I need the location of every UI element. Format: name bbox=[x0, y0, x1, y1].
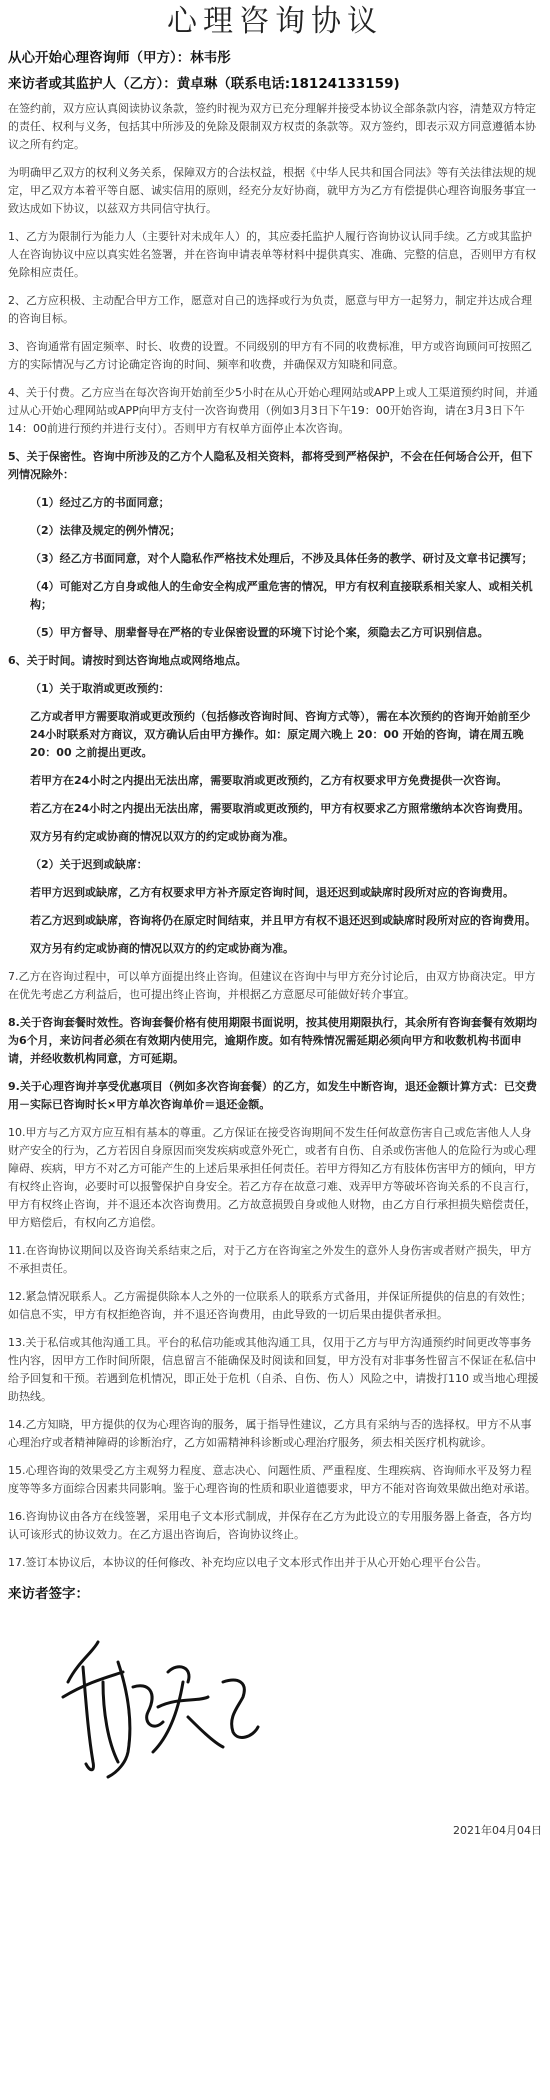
clause-12: 12.紧急情况联系人。乙方需提供除本人之外的一位联系人的联系方式备用，并保证所提供的信息的有效性；如信息不实，甲方有权拒绝咨询，并不退还咨询费用，由此导致的一切后果由提供者承担。 bbox=[8, 1290, 532, 1321]
clause-17: 17.签订本协议后，本协议的任何修改、补充均应以电子文本形式作出并于从心开始心理平台公告。 bbox=[8, 1556, 488, 1569]
page-title: 心理咨询协议 bbox=[167, 4, 383, 39]
clause-6-heading: 6、关于时间。请按时到达咨询地点或网络地点。 bbox=[8, 654, 247, 667]
clause-5-item: （1）经过乙方的书面同意； bbox=[30, 496, 170, 509]
clause-5-item: （4）可能对乙方自身或他人的生命安全构成严重危害的情况，甲方有权利直接联系相关家人、或相关机构； bbox=[30, 580, 533, 611]
clause-6-text: 双方另有约定或协商的情况以双方的约定或协商为准。 bbox=[30, 830, 294, 843]
handwritten-signature bbox=[48, 1622, 268, 1792]
clause-6-text: 若乙方在24小时之内提出无法出席，需要取消或更改预约，甲方有权要求乙方照常缴纳本次咨询费用。 bbox=[30, 802, 530, 815]
clause-16: 16.咨询协议由各方在线签署，采用电子文本形式制成，并保存在乙方为此设立的专用服务器上备查，各方均认可该形式的协议效力。在乙方退出咨询后，咨询协议终止。 bbox=[8, 1510, 532, 1541]
clause-11: 11.在咨询协议期间以及咨询关系结束之后，对于乙方在咨询室之外发生的意外人身伤害或者财产损失，甲方不承担责任。 bbox=[8, 1244, 532, 1275]
clause-5-heading: 5、关于保密性。咨询中所涉及的乙方个人隐私及相关资料，都将受到严格保护，不会在任何场合公开，但下列情况除外： bbox=[8, 450, 533, 481]
clause-6-text: 若甲方迟到或缺席，乙方有权要求甲方补齐原定咨询时间，退还迟到或缺席时段所对应的咨询费用。 bbox=[30, 886, 514, 899]
signature-area bbox=[8, 1602, 542, 1812]
clause-6-text: 若甲方在24小时之内提出无法出席，需要取消或更改预约，乙方有权要求甲方免费提供一次咨询。 bbox=[30, 774, 508, 787]
signature-label: 来访者签字： bbox=[8, 1586, 89, 1602]
clause-6-subheading: （1）关于取消或更改预约： bbox=[30, 682, 170, 695]
intro-paragraph: 在签约前，双方应认真阅读协议条款，签约时视为双方已充分理解并接受本协议全部条款内容，清楚双方特定的责任、权利与义务，包括其中所涉及的免除及限制双方权责的条款等。双方签约，即表示双方同意遵循本协议之所有约定。 bbox=[8, 102, 536, 151]
clause-6-text: 若乙方迟到或缺席，咨询将仍在原定时间结束，并且甲方有权不退还迟到或缺席时段所对应的咨询费用。 bbox=[30, 914, 536, 927]
clause-9: 9.关于心理咨询并享受优惠项目（例如多次咨询套餐）的乙方，如发生中断咨询，退还金额计算方式：已交费用－实际已咨询时长×甲方单次咨询单价＝退还金额。 bbox=[8, 1080, 537, 1111]
clause-6-text: 双方另有约定或协商的情况以双方的约定或协商为准。 bbox=[30, 942, 294, 955]
clause-5-item: （3）经乙方书面同意，对个人隐私作严格技术处理后，不涉及具体任务的教学、研讨及文章书记撰写； bbox=[30, 552, 533, 565]
clause-1: 1、乙方为限制行为能力人（主要针对未成年人）的，其应委托监护人履行咨询协议认同手续。乙方或其监护人在咨询协议中应以真实姓名签署，并在咨询申请表单等材料中提供真实、准确、完整的信息，否则甲方有权免除相应责任。 bbox=[8, 230, 536, 279]
clause-4: 4、关于付费。乙方应当在每次咨询开始前至少5小时在从心开始心理网站或APP上或人工渠道预约时间，并通过从心开始心理网站或APP向甲方支付一次咨询费用（例如3月3日下午19：00开始咨询，请在3月3日下午14：00前进行预约并进行支付）。否则甲方有权单方面停止本次咨询。 bbox=[8, 386, 538, 435]
clause-3: 3、咨询通常有固定频率、时长、收费的设置。不同级别的甲方有不同的收费标准，甲方或咨询顾问可按照乙方的实际情况与乙方讨论确定咨询的时间、频率和收费，并确保双方知晓和同意。 bbox=[8, 340, 532, 371]
party-b: 来访者或其监护人（乙方）：黄卓琳（联系电话:18124133159) bbox=[8, 76, 400, 92]
clause-5-item: （5）甲方督导、朋辈督导在严格的专业保密设置的环境下讨论个案，须隐去乙方可识别信息。 bbox=[30, 626, 489, 639]
clause-8: 8.关于咨询套餐时效性。咨询套餐价格有使用期限书面说明，按其使用期限执行，其余所有咨询套餐有效期均为6个月，来访问者必须在有效期内使用完，逾期作废。如有特殊情况需延期必须向甲方和收数机构书面申请，并经收数机构同意，方可延期。 bbox=[8, 1016, 537, 1065]
clause-5-item: （2）法律及规定的例外情况； bbox=[30, 524, 181, 537]
clause-6-subheading: （2）关于迟到或缺席： bbox=[30, 858, 148, 871]
clause-15: 15.心理咨询的效果受乙方主观努力程度、意志决心、问题性质、严重程度、生理疾病、咨询师水平及努力程度等等多方面综合因素共同影响。鉴于心理咨询的性质和职业道德要求，甲方不能对咨询效果做出绝对承诺。 bbox=[8, 1464, 536, 1495]
clause-10: 10.甲方与乙方双方应互相有基本的尊重。乙方保证在接受咨询期间不发生任何故意伤害自己或危害他人人身财产安全的行为，乙方若因自身原因而突发疾病或意外死亡，或者有自伤、自杀或伤害他人的危险行为或心理障碍、疾病，甲方不对乙方可能产生的上述后果承担任何责任。若甲方得知乙方有肢体伤害甲方的倾向，甲方有权终止咨询，必要时可以报警保护自身安全。若乙方存在故意刁难、戏弄甲方等破坏咨询关系的不良言行，甲方有权终止咨询，并不退还本次咨询费用。乙方故意损毁自身或他人财物，由乙方自行承担损失赔偿责任，甲方赔偿后，有权向乙方追偿。 bbox=[8, 1126, 536, 1229]
clause-2: 2、乙方应积极、主动配合甲方工作，愿意对自己的选择或行为负责，愿意与甲方一起努力，制定并达成合理的咨询目标。 bbox=[8, 294, 532, 325]
intro-paragraph: 为明确甲乙双方的权利义务关系，保障双方的合法权益，根据《中华人民共和国合同法》等有关法律法规的规定，甲乙双方本着平等自愿、诚实信用的原则，经充分友好协商，就甲方为乙方有偿提供心理咨询服务事宜一致达成如下协议，以兹双方共同信守执行。 bbox=[8, 166, 536, 215]
clause-6-text: 乙方或者甲方需要取消或更改预约（包括修改咨询时间、咨询方式等），需在本次预约的咨询开始前至少24小时联系对方商议，双方确认后由甲方操作。如：原定周六晚上 20：00 开始的咨询，请在周五晚 20：00 之前提出更改。 bbox=[30, 710, 531, 759]
clause-7: 7.乙方在咨询过程中，可以单方面提出终止咨询。但建议在咨询中与甲方充分讨论后，由双方协商决定。甲方在优先考虑乙方利益后，也可提出终止咨询，并根据乙方意愿尽可能做好转介事宜。 bbox=[8, 970, 536, 1001]
clause-13: 13.关于私信或其他沟通工具。平台的私信功能或其他沟通工具，仅用于乙方与甲方沟通预约时间更改等事务性内容，因甲方工作时间所限，信息留言不能确保及时阅读和回复，甲方没有对非事务性留言不保证在私信中给予回复和干预。若遇到危机情况，即正处于危机（自杀、自伤、伤人）风险之中，请拨打110 或当地心理援助热线。 bbox=[8, 1336, 539, 1403]
clause-14: 14.乙方知晓，甲方提供的仅为心理咨询的服务，属于指导性建议，乙方具有采纳与否的选择权。甲方不从事心理治疗或者精神障碍的诊断治疗，乙方如需精神科诊断或心理治疗服务，须去相关医疗机构就诊。 bbox=[8, 1418, 532, 1449]
party-a: 从心开始心理咨询师（甲方）：林韦彤 bbox=[8, 50, 231, 66]
signature-date: 2021年04月04日 bbox=[453, 1824, 542, 1837]
